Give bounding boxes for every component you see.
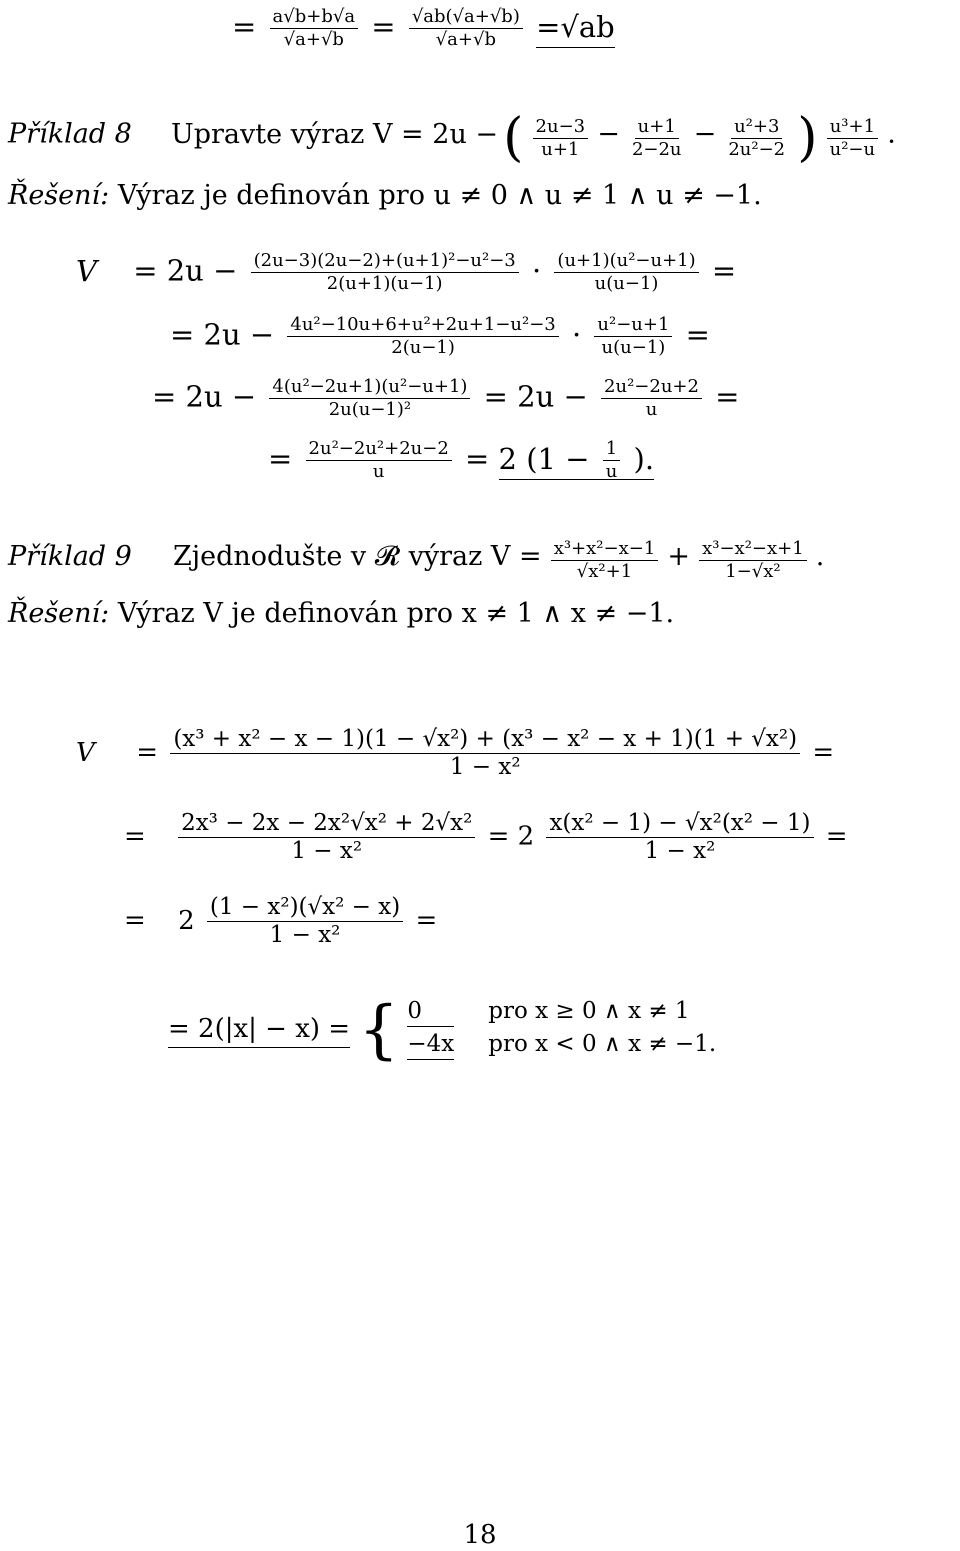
- numerator: (1 − x²)(√x² − x): [207, 896, 403, 922]
- left-brace: {: [358, 993, 400, 1067]
- prefix: = 2u −: [152, 379, 257, 414]
- example-prompt: Upravte výraz V = 2u −: [170, 118, 499, 150]
- fraction: [594, 316, 672, 357]
- fraction: [629, 115, 685, 160]
- fraction: [207, 896, 403, 947]
- fraction: [533, 115, 589, 160]
- solution-8-row-1: [76, 252, 736, 293]
- numerator: u+1: [635, 118, 679, 139]
- denominator: 1 − x²: [291, 838, 363, 864]
- example-label: Příklad 9: [8, 541, 132, 572]
- solution-8-row-4: [268, 440, 654, 481]
- denominator: u(u−1): [594, 273, 659, 294]
- dot-operator: ·: [571, 317, 582, 352]
- numerator: 4u²−10u+6+u²+2u+1−u²−3: [287, 316, 558, 337]
- denominator: 1 − x²: [644, 838, 716, 864]
- lhs-variable: V: [76, 737, 95, 768]
- denominator: √x²+1: [576, 561, 633, 582]
- equals-sign: =: [136, 737, 159, 768]
- denominator: 1−√x²: [725, 561, 781, 582]
- denominator: 2(u+1)(u−1): [326, 273, 443, 294]
- numerator: x³+x²−x−1: [551, 540, 659, 561]
- period: .: [815, 541, 825, 572]
- example-label: Příklad 8: [8, 118, 132, 150]
- dot-operator: ·: [531, 253, 542, 288]
- result-part: ).: [633, 441, 655, 476]
- solution-9-row-4: [168, 993, 717, 1067]
- solution-text: Výraz V je definován pro x ≠ 1 ∧ x ≠ −1.: [117, 598, 675, 629]
- solution-9-row-1: [76, 728, 834, 779]
- denominator: 1 − x²: [449, 754, 521, 780]
- fraction: [306, 440, 452, 481]
- example-8-statement: [8, 108, 896, 168]
- numerator: 2x³ − 2x − 2x²√x² + 2√x²: [178, 812, 475, 838]
- numerator: (u+1)(u²−u+1): [554, 252, 698, 273]
- denominator: u+1: [541, 138, 580, 160]
- result-part: 2 (1 −: [498, 441, 590, 476]
- numerator: x(x² − 1) − √x²(x² − 1): [546, 812, 813, 838]
- equals-sign: =: [124, 821, 146, 852]
- denominator: 2−2u: [631, 138, 682, 160]
- prefix: =: [268, 441, 293, 476]
- numerator: x³−x²−x+1: [699, 540, 807, 561]
- coefficient: 2: [178, 905, 195, 936]
- final-result: [498, 438, 655, 482]
- equals-sign: =: [812, 737, 835, 768]
- fraction: [251, 252, 519, 293]
- fraction: [554, 252, 698, 293]
- case-condition: pro x ≥ 0 ∧ x ≠ 1: [488, 998, 690, 1024]
- denominator: u: [605, 461, 618, 482]
- fraction: [269, 378, 470, 419]
- minus-sign: −: [693, 118, 717, 150]
- numerator: (x³ + x² − x − 1)(1 − √x²) + (x³ − x² − x + 1)(1 + √x²): [170, 728, 800, 754]
- denominator: 2u(u−1)²: [328, 399, 412, 420]
- numerator: 2u²−2u+2: [601, 378, 702, 399]
- plus-sign: +: [667, 541, 690, 572]
- numerator: √ab(√a+√b): [409, 8, 523, 29]
- numerator: 1: [603, 440, 620, 461]
- example-9-statement: [8, 540, 824, 581]
- fraction: [601, 378, 702, 419]
- fraction: [270, 8, 359, 49]
- numerator: u³+1: [827, 118, 878, 139]
- numerator: 2u²−2u²+2u−2: [306, 440, 452, 461]
- page-number: 18: [463, 1520, 497, 1550]
- numerator: (2u−3)(2u−2)+(u+1)²−u²−3: [251, 252, 519, 273]
- cases: [407, 1000, 716, 1060]
- equals-sign: =: [465, 441, 490, 476]
- fraction: [551, 540, 659, 581]
- denominator: √a+√b: [283, 29, 344, 50]
- solution-text: Výraz je definován pro u ≠ 0 ∧ u ≠ 1 ∧ u ≠ −1.: [117, 180, 762, 211]
- numerator: u²−u+1: [594, 316, 672, 337]
- numerator: 2u−3: [533, 118, 589, 139]
- fraction: [409, 8, 523, 49]
- result: =√ab: [536, 10, 615, 48]
- fraction: [699, 540, 807, 581]
- solution-9-row-2: [124, 812, 848, 863]
- example-8-solution-intro: [8, 182, 762, 209]
- example-prompt: Zjednodušte v 𝓡 výraz V =: [172, 541, 542, 572]
- denominator: u(u−1): [601, 337, 666, 358]
- example-9-solution-intro: [8, 600, 674, 627]
- solution-8-row-2: [170, 316, 710, 357]
- denominator: u²−u: [829, 138, 876, 160]
- equals-sign: =: [715, 379, 740, 414]
- middle-term: = 2u −: [483, 379, 588, 414]
- denominator: √a+√b: [435, 29, 496, 50]
- minus-sign: −: [597, 118, 620, 150]
- lhs-variable: V: [76, 253, 97, 288]
- solution-8-row-3: [152, 378, 739, 419]
- prefix: = 2(|x| − x) =: [168, 1014, 350, 1048]
- fraction: [170, 728, 800, 779]
- solution-9-row-3: [124, 896, 437, 947]
- fraction: [178, 812, 475, 863]
- case-value: −4x: [407, 1033, 454, 1060]
- denominator: u: [645, 399, 658, 420]
- equals-sign: =: [232, 9, 257, 44]
- numerator: u²+3: [731, 118, 782, 139]
- prefix: = 2u −: [170, 317, 275, 352]
- equals-sign: =: [124, 905, 146, 936]
- fraction: [603, 440, 621, 481]
- left-paren: (: [503, 108, 524, 168]
- fraction: [546, 812, 813, 863]
- denominator: u: [372, 461, 385, 482]
- equals-sign: =: [825, 821, 848, 852]
- equals-sign: =: [685, 317, 710, 352]
- fraction: [827, 115, 878, 160]
- fraction: [287, 316, 558, 357]
- equals-sign: =: [415, 905, 438, 936]
- middle-term: = 2: [487, 821, 535, 852]
- prefix: = 2u −: [133, 253, 238, 288]
- equals-sign: =: [711, 253, 737, 288]
- numerator: a√b+b√a: [270, 8, 359, 29]
- equals-sign: =: [371, 9, 396, 44]
- denominator: 1 − x²: [269, 922, 341, 948]
- fraction: [725, 115, 788, 160]
- solution-label: Řešení:: [8, 180, 110, 211]
- denominator: 2u²−2: [728, 138, 786, 160]
- denominator: 2(u−1): [391, 337, 455, 358]
- equation-top: [232, 8, 615, 49]
- period: .: [887, 118, 896, 150]
- numerator: 4(u²−2u+1)(u²−u+1): [269, 378, 470, 399]
- case-condition: pro x < 0 ∧ x ≠ −1.: [488, 1031, 717, 1057]
- right-paren: ): [797, 108, 818, 168]
- case-value: 0: [407, 1000, 454, 1027]
- solution-label: Řešení:: [8, 598, 110, 629]
